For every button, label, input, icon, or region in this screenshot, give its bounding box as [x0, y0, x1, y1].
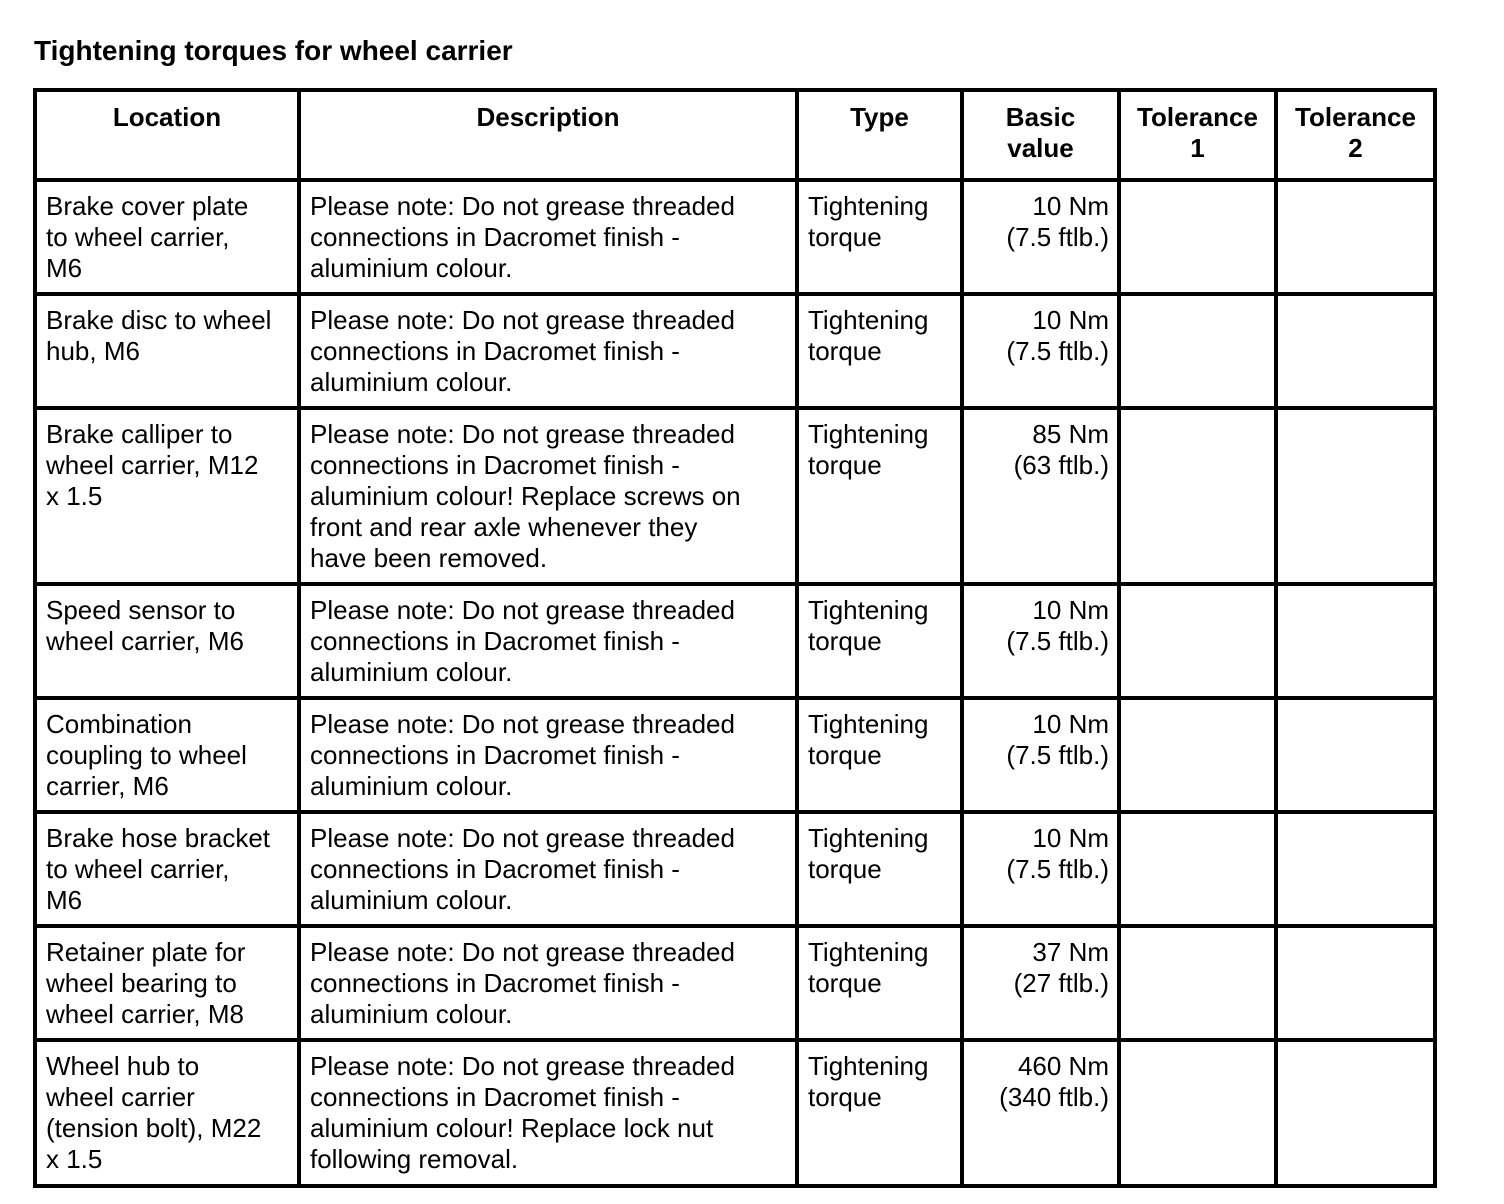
- cell-tolerance2: [1276, 584, 1435, 698]
- cell-type: [797, 698, 962, 812]
- cell-line: Please note: Do not grease threaded: [310, 191, 735, 221]
- cell-line: aluminium colour.: [310, 253, 513, 283]
- cell-type: [797, 926, 962, 1040]
- cell-description: [299, 584, 797, 698]
- cell-line: aluminium colour.: [310, 885, 513, 915]
- cell-type: [797, 584, 962, 698]
- cell-line: wheel carrier, M12: [46, 450, 259, 480]
- cell-line: aluminium colour.: [310, 771, 513, 801]
- cell-line: to wheel carrier,: [46, 222, 230, 252]
- cell-line: connections in Dacromet finish -: [310, 968, 680, 998]
- cell-line: Speed sensor to: [46, 595, 236, 625]
- cell-line: 10 Nm: [1032, 709, 1109, 739]
- cell-line: x 1.5: [46, 1144, 103, 1174]
- cell-line: Tightening: [808, 595, 929, 625]
- header-tolerance-2: [1276, 90, 1435, 180]
- cell-location: [35, 294, 299, 408]
- cell-description: [299, 1040, 797, 1186]
- cell-tolerance2: [1276, 1040, 1435, 1186]
- cell-basic-value: [962, 180, 1119, 294]
- cell-line: Wheel hub to: [46, 1051, 200, 1081]
- cell-line: aluminium colour.: [310, 367, 513, 397]
- cell-line: aluminium colour.: [310, 657, 513, 687]
- cell-line: x 1.5: [46, 481, 103, 511]
- cell-line: torque: [808, 450, 882, 480]
- cell-line: connections in Dacromet finish -: [310, 854, 680, 884]
- cell-line: Brake hose bracket: [46, 823, 271, 853]
- cell-line: Tightening: [808, 823, 929, 853]
- cell-line: Please note: Do not grease threaded: [310, 1051, 735, 1081]
- cell-line: (7.5 ftlb.): [1006, 222, 1109, 252]
- cell-description: [299, 812, 797, 926]
- cell-line: (7.5 ftlb.): [1006, 336, 1109, 366]
- cell-line: to wheel carrier,: [46, 854, 230, 884]
- cell-location: [35, 1040, 299, 1186]
- cell-line: connections in Dacromet finish -: [310, 626, 680, 656]
- cell-line: (7.5 ftlb.): [1006, 740, 1109, 770]
- cell-line: 10 Nm: [1032, 823, 1109, 853]
- cell-line: wheel carrier, M6: [46, 626, 244, 656]
- cell-line: (tension bolt), M22: [46, 1113, 262, 1143]
- header-row: [35, 90, 1435, 180]
- cell-line: Please note: Do not grease threaded: [310, 823, 735, 853]
- cell-tolerance1: [1119, 180, 1276, 294]
- cell-line: have been removed.: [310, 543, 548, 573]
- cell-line: Please note: Do not grease threaded: [310, 595, 735, 625]
- cell-line: Please note: Do not grease threaded: [310, 419, 735, 449]
- cell-line: connections in Dacromet finish -: [310, 450, 680, 480]
- cell-line: coupling to wheel: [46, 740, 247, 770]
- cell-line: front and rear axle whenever they: [310, 512, 698, 542]
- cell-line: Combination: [46, 709, 192, 739]
- cell-tolerance1: [1119, 926, 1276, 1040]
- cell-tolerance1: [1119, 812, 1276, 926]
- cell-tolerance2: [1276, 698, 1435, 812]
- cell-tolerance1: [1119, 408, 1276, 584]
- cell-line: Brake calliper to: [46, 419, 233, 449]
- cell-line: Tightening: [808, 709, 929, 739]
- cell-line: aluminium colour.: [310, 999, 513, 1029]
- cell-location: [35, 698, 299, 812]
- cell-line: connections in Dacromet finish -: [310, 336, 680, 366]
- cell-description: [299, 408, 797, 584]
- table-row: [35, 698, 1435, 812]
- cell-line: M6: [46, 885, 83, 915]
- cell-location: [35, 180, 299, 294]
- cell-line: Retainer plate for: [46, 937, 246, 967]
- cell-line: aluminium colour! Replace lock nut: [310, 1113, 714, 1143]
- cell-tolerance2: [1276, 408, 1435, 584]
- cell-line: (340 ftlb.): [999, 1082, 1109, 1112]
- cell-description: [299, 926, 797, 1040]
- table-row: [35, 180, 1435, 294]
- cell-basic-value: [962, 584, 1119, 698]
- header-line: Tolerance: [1137, 102, 1258, 132]
- cell-line: Tightening: [808, 191, 929, 221]
- cell-line: Brake disc to wheel: [46, 305, 272, 335]
- cell-tolerance2: [1276, 926, 1435, 1040]
- cell-line: wheel carrier, M8: [46, 999, 244, 1029]
- cell-type: [797, 180, 962, 294]
- cell-line: Tightening: [808, 1051, 929, 1081]
- cell-tolerance1: [1119, 698, 1276, 812]
- header-line: value: [1007, 133, 1074, 163]
- table-row: [35, 294, 1435, 408]
- table-row: [35, 584, 1435, 698]
- cell-line: 460 Nm: [1017, 1051, 1109, 1081]
- cell-basic-value: [962, 294, 1119, 408]
- cell-basic-value: [962, 1040, 1119, 1186]
- cell-location: [35, 584, 299, 698]
- cell-description: [299, 180, 797, 294]
- cell-line: 85 Nm: [1032, 419, 1109, 449]
- cell-line: connections in Dacromet finish -: [310, 740, 680, 770]
- cell-line: Tightening: [808, 419, 929, 449]
- cell-line: Tightening: [808, 305, 929, 335]
- header-type: Type: [797, 90, 962, 180]
- cell-line: 37 Nm: [1032, 937, 1109, 967]
- cell-line: (63 ftlb.): [1013, 450, 1109, 480]
- cell-tolerance2: [1276, 180, 1435, 294]
- cell-location: [35, 926, 299, 1040]
- cell-tolerance1: [1119, 1040, 1276, 1186]
- header-location: Location: [35, 90, 299, 180]
- cell-tolerance2: [1276, 294, 1435, 408]
- cell-description: [299, 294, 797, 408]
- cell-line: Brake cover plate: [46, 191, 249, 221]
- table-row: [35, 812, 1435, 926]
- header-line: 1: [1190, 133, 1205, 163]
- cell-line: (7.5 ftlb.): [1006, 626, 1109, 656]
- table-row: [35, 1040, 1435, 1186]
- cell-basic-value: [962, 698, 1119, 812]
- header-line: 2: [1348, 133, 1363, 163]
- cell-line: hub, M6: [46, 336, 140, 366]
- cell-line: torque: [808, 336, 882, 366]
- header-tolerance-1: [1119, 90, 1276, 180]
- cell-line: carrier, M6: [46, 771, 169, 801]
- table-row: [35, 926, 1435, 1040]
- cell-line: following removal.: [310, 1144, 519, 1174]
- header-basic-value: [962, 90, 1119, 180]
- page-title: Tightening torques for wheel carrier: [34, 35, 513, 66]
- cell-tolerance1: [1119, 584, 1276, 698]
- table-row: [35, 408, 1435, 584]
- cell-line: torque: [808, 626, 882, 656]
- cell-type: [797, 294, 962, 408]
- cell-line: torque: [808, 222, 882, 252]
- cell-line: connections in Dacromet finish -: [310, 1082, 680, 1112]
- header-description: Description: [299, 90, 797, 180]
- cell-line: torque: [808, 740, 882, 770]
- cell-line: (27 ftlb.): [1013, 968, 1109, 998]
- cell-line: wheel bearing to: [46, 968, 237, 998]
- cell-line: torque: [808, 854, 882, 884]
- cell-line: torque: [808, 968, 882, 998]
- cell-line: M6: [46, 253, 83, 283]
- cell-location: [35, 812, 299, 926]
- cell-line: 10 Nm: [1032, 305, 1109, 335]
- cell-type: [797, 1040, 962, 1186]
- cell-line: aluminium colour! Replace screws on: [310, 481, 741, 511]
- cell-line: wheel carrier: [46, 1082, 195, 1112]
- cell-line: Please note: Do not grease threaded: [310, 937, 735, 967]
- cell-basic-value: [962, 408, 1119, 584]
- cell-tolerance2: [1276, 812, 1435, 926]
- cell-basic-value: [962, 812, 1119, 926]
- header-line: Tolerance: [1295, 102, 1416, 132]
- cell-line: (7.5 ftlb.): [1006, 854, 1109, 884]
- cell-basic-value: [962, 926, 1119, 1040]
- cell-line: Tightening: [808, 937, 929, 967]
- cell-line: 10 Nm: [1032, 595, 1109, 625]
- cell-type: [797, 812, 962, 926]
- cell-line: torque: [808, 1082, 882, 1112]
- cell-tolerance1: [1119, 294, 1276, 408]
- cell-line: connections in Dacromet finish -: [310, 222, 680, 252]
- cell-line: Please note: Do not grease threaded: [310, 709, 735, 739]
- header-line: Basic: [1005, 102, 1076, 132]
- torque-table: [33, 88, 1437, 1188]
- cell-description: [299, 698, 797, 812]
- cell-line: Please note: Do not grease threaded: [310, 305, 735, 335]
- cell-type: [797, 408, 962, 584]
- cell-location: [35, 408, 299, 584]
- cell-line: 10 Nm: [1032, 191, 1109, 221]
